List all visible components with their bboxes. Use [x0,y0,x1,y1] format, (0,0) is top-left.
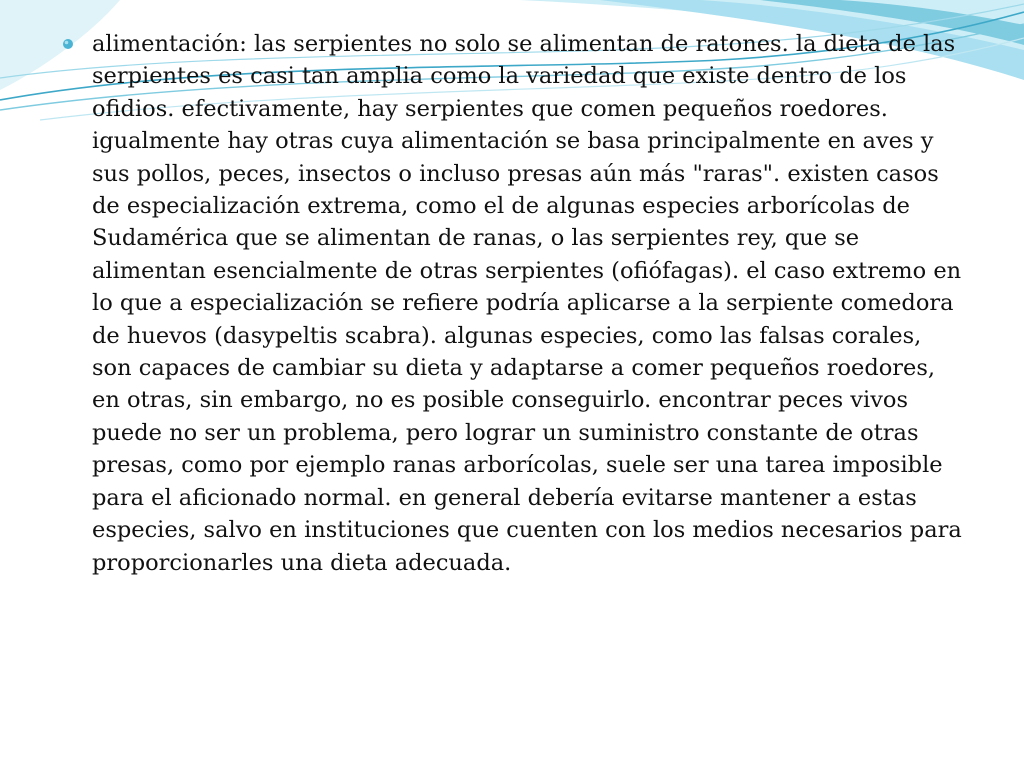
circle-bullet-icon [62,38,74,50]
bullet-item [62,28,962,579]
content-area [62,28,962,579]
bullet-text: alimentación: las serpientes no solo se alimentan de ratones. la dieta de las serpientes es casi tan amplia como la variedad que existe dentro de los ofidios. efectivamente, hay serpientes que comen pequeños roedores. igualmente hay otras cuya alimentación se basa principalmente en aves y sus pollos, peces, insectos o incluso presas aún más "raras". existen casos de especialización extrema, como el de algunas especies arborícolas de Sudamérica que se alimentan de ranas, o las serpientes rey, que se alimentan esencialmente de otras serpientes (ofiófagas). el caso extremo en lo que a especialización se refiere podría aplicarse a la serpiente comedora de huevos (dasypeltis scabra). algunas especies, como las falsas corales, son capaces de cambiar su dieta y adaptarse a comer pequeños roedores, en otras, sin embargo, no es posible conseguirlo. encontrar peces vivos puede no ser un problema, pero lograr un suministro constante de otras presas, como por ejemplo ranas arborícolas, suele ser una tarea imposible para el aficionado normal. en general debería evitarse mantener a estas especies, salvo en instituciones que cuenten con los medios necesarios para proporcionarles una dieta adecuada. [92,31,962,576]
